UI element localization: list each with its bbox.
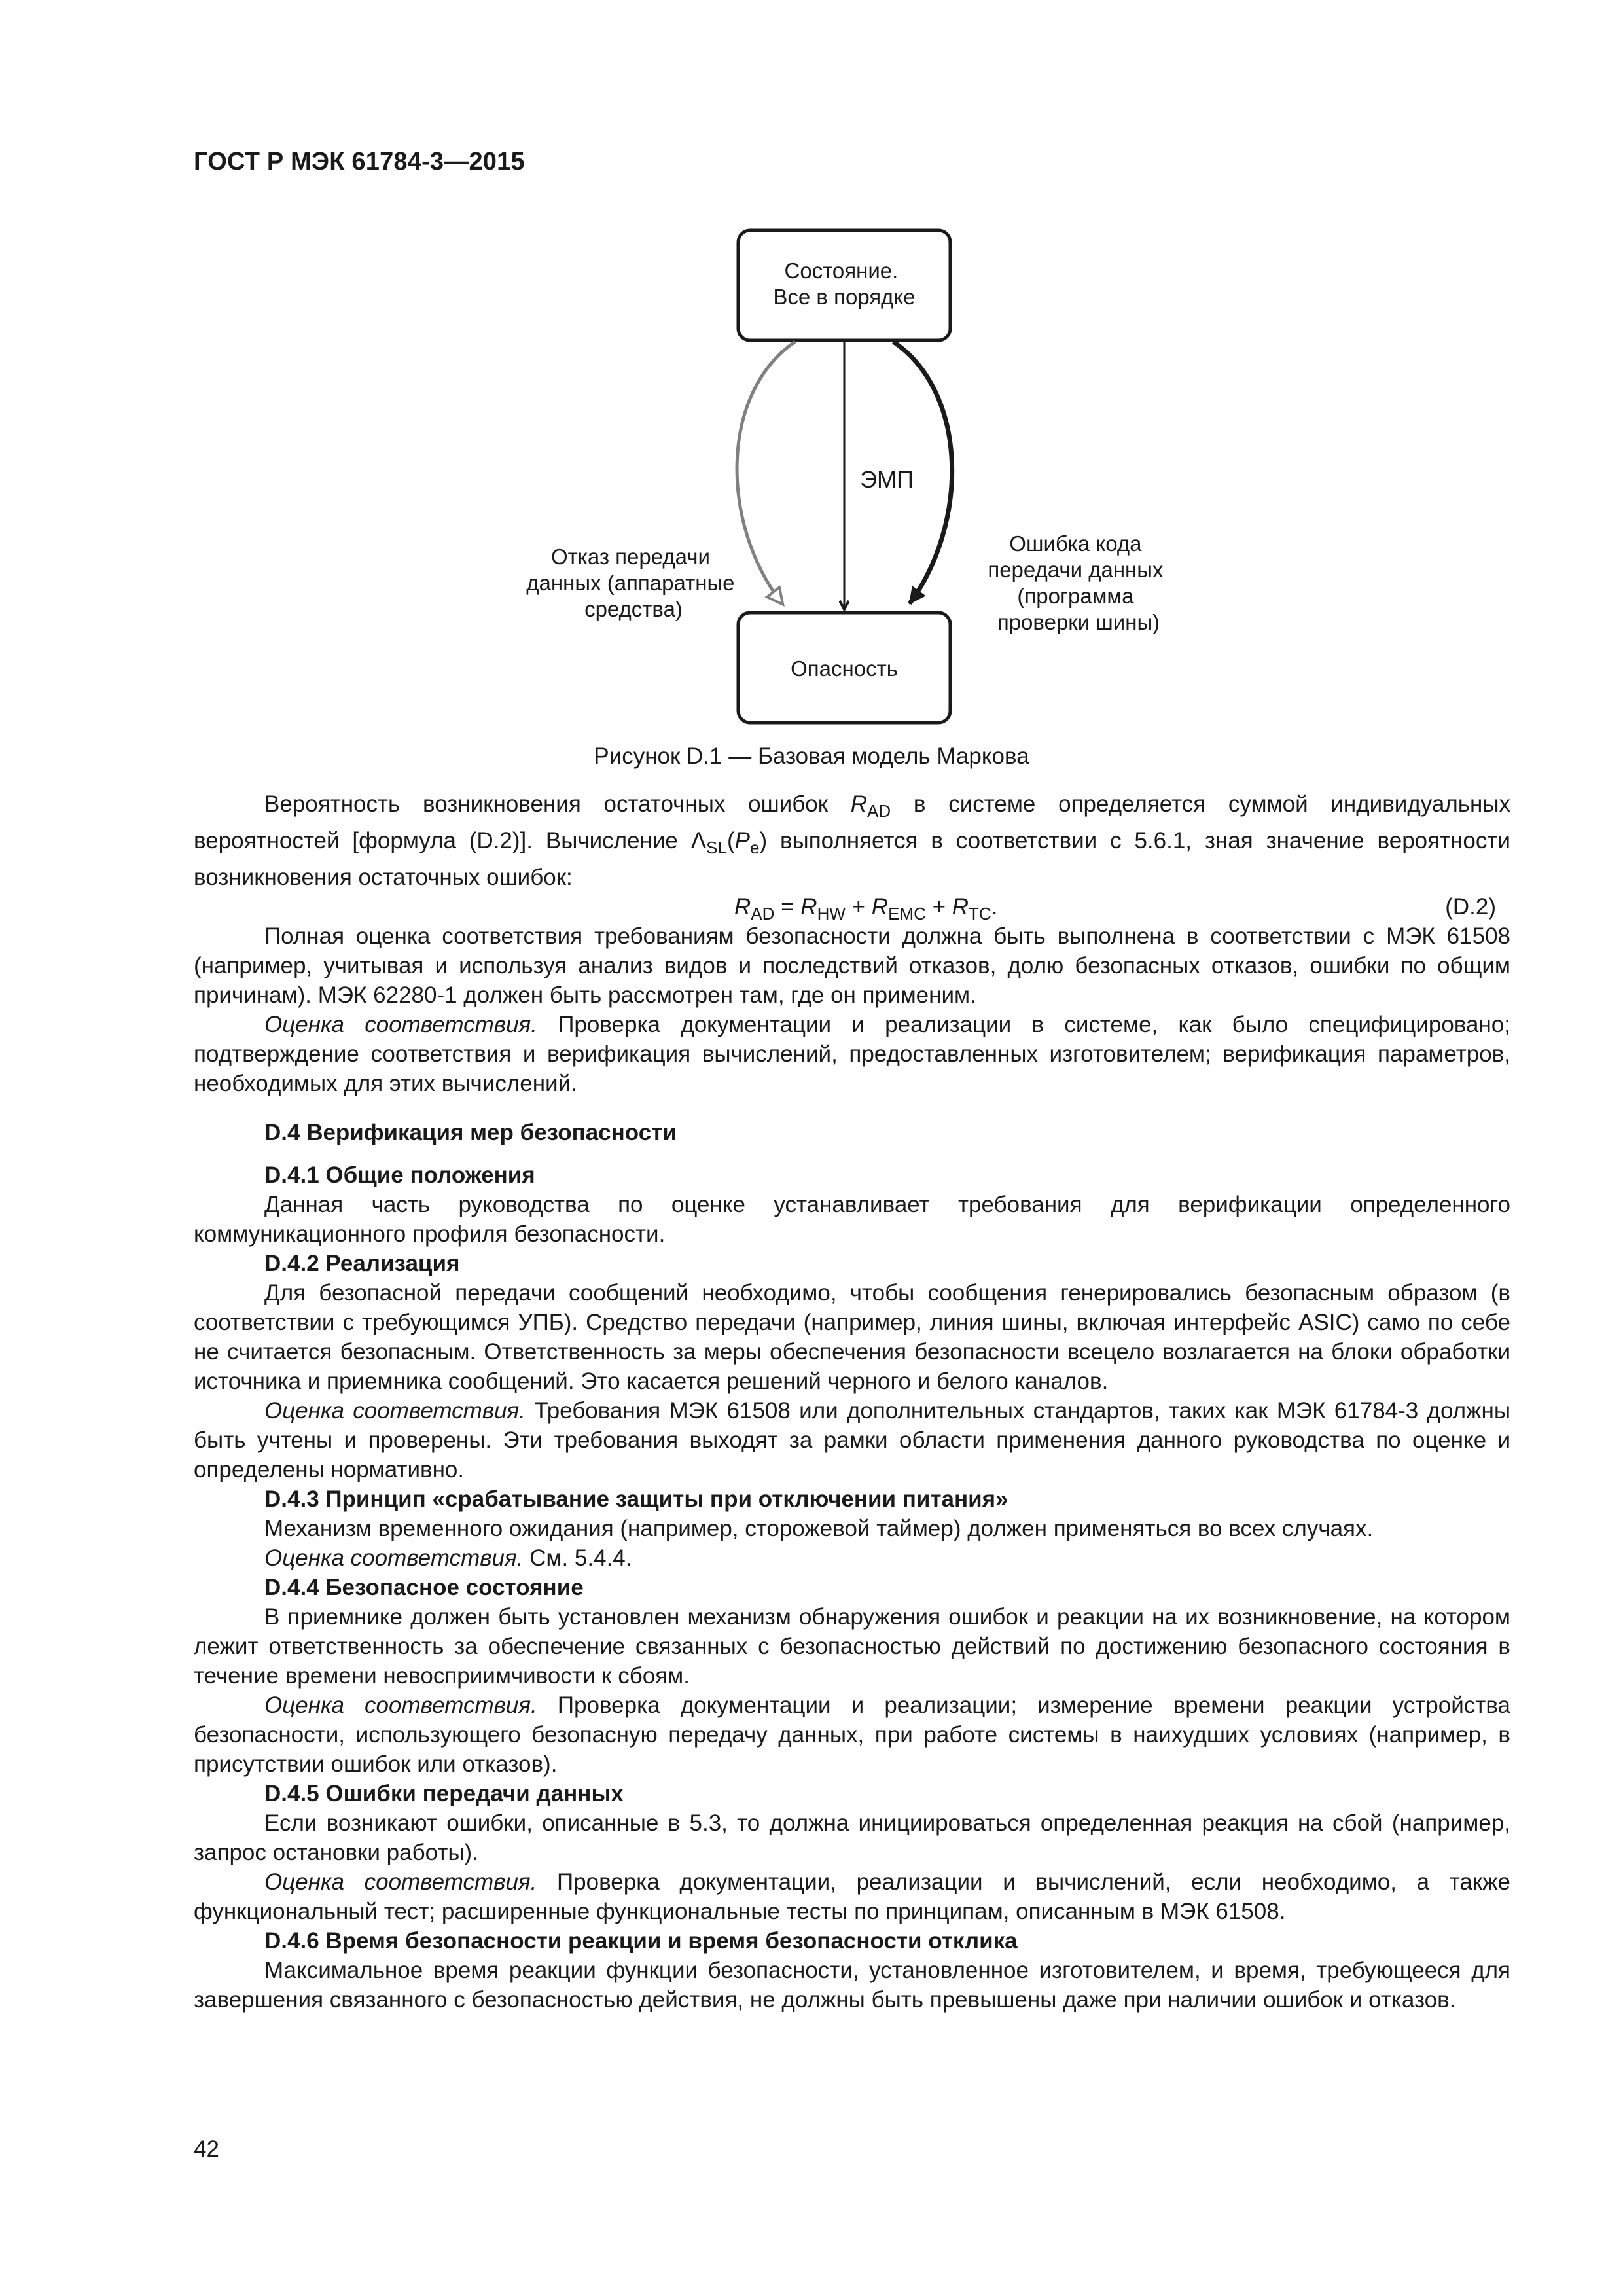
paragraph-residual-error: Вероятность возникновения остаточных ошибок $R_{AD}$ в системе определяется суммой индивидуальных вероятностей [формула (D.2)]. Вычисление $\Lambda_{SL}(P_e)$ выполняется в соответствии с 5.6.1, зная значение вероятности возникновения остаточных ошибок: bbox=[194, 791, 1510, 890]
hardware-failure-label-line-3: средства) bbox=[584, 597, 683, 621]
figure-caption: Рисунок D.1 — Базовая модель Маркова bbox=[594, 744, 1029, 769]
section-d46-text: Максимальное время реакции функции безопасности, установленное изготовителем, и время, требующееся для завершения связанного с безопасностью действия, не должны быть превышены даже при наличии ошибок и отказов. bbox=[194, 1958, 1510, 2013]
svg-text:ЭМП bbox=[860, 466, 914, 493]
section-d41-title: D.4.1 Общие положения bbox=[264, 1162, 535, 1188]
main-text bbox=[194, 789, 1510, 2015]
section-d44-title: D.4.4 Безопасное состояние bbox=[264, 1575, 584, 1600]
section-d45-assessment: Оценка соответствия. Проверка документации, реализации и вычислений, если необходимо, а также функциональный тест; расширенные функциональные тесты по принципам, описанным в МЭК 61508. bbox=[194, 1869, 1510, 1924]
svg-text:Ошибка кода передачи данны bbox=[988, 531, 1169, 634]
code-error-label-line-4: проверки шины) bbox=[997, 610, 1160, 634]
code-error-label-line-1: Ошибка кода bbox=[1009, 531, 1142, 556]
section-d42-title: D.4.2 Реализация bbox=[264, 1251, 460, 1276]
hardware-failure-transition-arrow bbox=[737, 342, 795, 603]
document-header: ГОСТ Р МЭК 61784-3—2015 bbox=[194, 148, 525, 175]
section-d44-assessment: Оценка соответствия. Проверка документации и реализации; измерение времени реакции устройства безопасности, использующего безопасную передачу данных, при работе системы в наихудших условиях (например, в присутствии ошибок или отказов). bbox=[194, 1693, 1510, 1777]
section-d42-assessment: Оценка соответствия. Требования МЭК 61508 или дополнительных стандартов, таких как МЭК 61784-3 должны быть учтены и проверены. Эти требования выходят за рамки области применения данного руководства по оценке и определены нормативно. bbox=[194, 1398, 1510, 1482]
svg-text:Опасность bbox=[791, 656, 898, 681]
code-error-label-line-3: (программа bbox=[1017, 584, 1134, 608]
code-error-label-line-2: передачи данных bbox=[988, 558, 1164, 582]
state-ok-label-line-1: Состояние. bbox=[784, 259, 899, 283]
formula-d2 bbox=[194, 892, 1510, 922]
formula-expression: $R_{AD} = R_{HW} + R_{EMC} + R_{TC}$. bbox=[734, 894, 998, 924]
hardware-failure-label-line-1: Отказ передачи bbox=[550, 545, 710, 569]
state-danger-label: Опасность bbox=[791, 656, 898, 681]
section-d43-assessment: Оценка соответствия. См. 5.4.4. bbox=[264, 1545, 632, 1571]
section-d42-text: Для безопасной передачи сообщений необходимо, чтобы сообщения генерировались безопасным образом (в соответствии с требующимся УПБ). Средство передачи (например, линия шины, включая интерфейс ASIC) само по себе не считается безопасным. Ответственность за меры обеспечения безопасности всецело возлагается на блоки обработки источника и приемника сообщений. Это касается решений черного и белого каналов. bbox=[194, 1280, 1510, 1394]
section-d45-text: Если возникают ошибки, описанные в 5.3, то должна инициироваться определенная реакция на сбой (например, запрос остановки работы). bbox=[194, 1810, 1510, 1865]
section-d44-text: В приемнике должен быть установлен механизм обнаружения ошибок и реакции на их возникновение, на котором лежит ответственность за обеспечение связанных с безопасностью действий по достижению безопасного состояния в течение времени невосприимчивости к сбоям. bbox=[194, 1604, 1510, 1689]
section-d43-text: Механизм временного ожидания (например, сторожевой таймер) должен применяться во всех случаях. bbox=[264, 1516, 1374, 1541]
state-ok-label-line-2: Все в порядке bbox=[773, 285, 916, 309]
section-d45-title: D.4.5 Ошибки передачи данных bbox=[264, 1781, 624, 1806]
section-d43-title: D.4.3 Принцип «срабатывание защиты при отключении питания» bbox=[264, 1486, 1008, 1512]
svg-text:Отказ передачи данных (апп bbox=[526, 545, 740, 621]
section-d41-text: Данная часть руководства по оценке устанавливает требования для верификации определенного коммуникационного профиля безопасности. bbox=[194, 1192, 1510, 1247]
emp-label: ЭМП bbox=[860, 466, 914, 493]
paragraph-full-assessment: Полная оценка соответствия требованиям безопасности должна быть выполнена в соответствии с МЭК 61508 (например, учитывая и используя анализ видов и последствий отказов, долю безопасных отказов, ошибки по общим причинам). МЭК 62280-1 должен быть рассмотрен там, где он применим. bbox=[194, 924, 1510, 1008]
section-d46-title: D.4.6 Время безопасности реакции и время безопасности отклика bbox=[264, 1928, 1018, 1954]
page-number: 42 bbox=[194, 2136, 219, 2162]
markov-model-figure bbox=[0, 0, 1623, 746]
formula-number: (D.2) bbox=[1445, 894, 1496, 920]
hardware-failure-label-line-2: данных (аппаратные bbox=[526, 571, 735, 595]
paragraph-assessment-1: Оценка соответствия. Проверка документации и реализации в системе, как было специфицировано; подтверждение соответствия и верификация вычислений, предоставленных изготовителем; верификация параметров, необходимых для этих вычислений. bbox=[194, 1012, 1510, 1096]
section-d4-title: D.4 Верификация мер безопасности bbox=[264, 1120, 677, 1145]
